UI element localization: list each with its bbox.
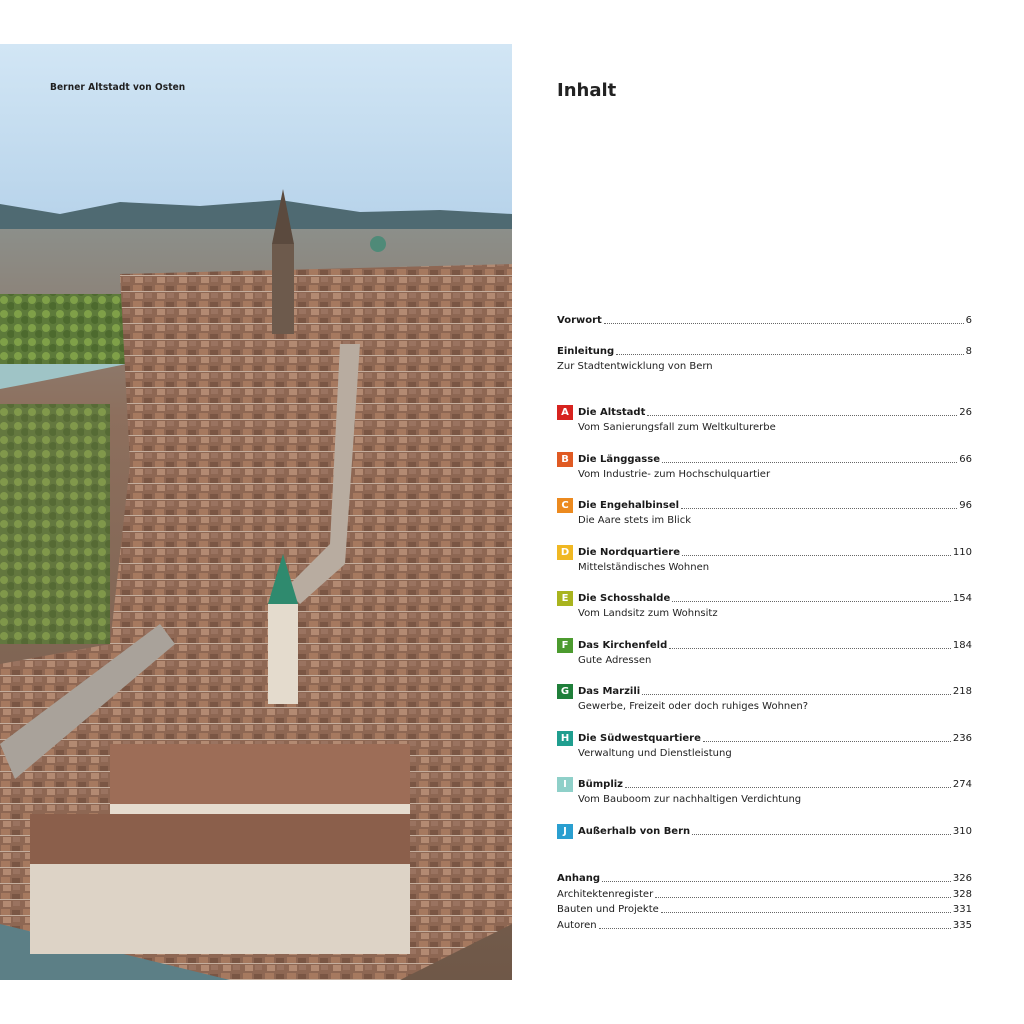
- toc-entry-label: Bauten und Projekte: [557, 904, 659, 915]
- leader-dots: [703, 741, 951, 742]
- chapter-badge: J: [557, 824, 573, 839]
- chapter-j[interactable]: [557, 824, 972, 838]
- chapter-subtitle: Verwaltung und Dienstleistung: [578, 748, 732, 759]
- chapter-title: Die Engehalbinsel: [578, 500, 680, 511]
- toc-entry-label: Architektenregister: [557, 889, 654, 900]
- chapter-badge: I: [557, 777, 573, 792]
- chapter-subtitle: Gewerbe, Freizeit oder doch ruhiges Wohnen?: [578, 701, 809, 712]
- chapter-subtitle: Vom Sanierungsfall zum Weltkulturerbe: [578, 422, 776, 433]
- toc-entry-page: 331: [952, 904, 972, 915]
- chapter-b[interactable]: [557, 452, 972, 481]
- chapter-page: 26: [959, 407, 972, 418]
- chapter-subtitle: Die Aare stets im Blick: [578, 515, 691, 526]
- chapter-badge: B: [557, 452, 573, 467]
- chapter-badge: A: [557, 405, 573, 420]
- leader-dots: [662, 462, 957, 463]
- toc-entry-label: Einleitung: [557, 346, 615, 357]
- chapter-badge: G: [557, 684, 573, 699]
- chapter-page: 274: [952, 779, 972, 790]
- photo-caption: Berner Altstadt von Osten: [50, 82, 186, 93]
- leader-dots: [602, 881, 951, 882]
- chapter-g[interactable]: [557, 684, 972, 713]
- chapter-badge: H: [557, 731, 573, 746]
- chapter-e[interactable]: [557, 591, 972, 620]
- toc-entry-page: 8: [965, 346, 972, 357]
- chapter-subtitle: Gute Adressen: [578, 655, 652, 666]
- leader-dots: [692, 834, 951, 835]
- photo-illustration: [0, 44, 512, 980]
- leader-dots: [681, 508, 957, 509]
- leader-dots: [661, 912, 951, 913]
- toc-entry-label: Vorwort: [557, 315, 602, 326]
- toc-entry-label: Anhang: [557, 873, 601, 884]
- toc-entry-page: 6: [965, 315, 972, 326]
- chapter-page: 154: [952, 593, 972, 604]
- leader-dots: [682, 555, 951, 556]
- chapter-page: 66: [959, 454, 972, 465]
- chapter-subtitle: Vom Bauboom zur nachhaltigen Verdichtung: [578, 794, 802, 805]
- leader-dots: [655, 897, 951, 898]
- toc-entry-page: 335: [952, 920, 972, 931]
- chapter-i[interactable]: [557, 777, 972, 806]
- leader-dots: [625, 787, 951, 788]
- chapter-page: 184: [952, 640, 972, 651]
- leader-dots: [599, 928, 951, 929]
- chapter-badge: E: [557, 591, 573, 606]
- chapter-title: Außerhalb von Bern: [578, 826, 691, 837]
- toc-entry-architektenregister[interactable]: [557, 887, 972, 901]
- chapter-badge: C: [557, 498, 573, 513]
- chapter-a[interactable]: [557, 405, 972, 434]
- chapter-title: Die Länggasse: [578, 454, 660, 465]
- chapter-page: 310: [952, 826, 972, 837]
- chapter-subtitle: Vom Landsitz zum Wohnsitz: [578, 608, 718, 619]
- chapter-page: 96: [959, 500, 972, 511]
- leader-dots: [672, 601, 951, 602]
- leader-dots: [604, 323, 964, 324]
- toc-entry-label: Autoren: [557, 920, 597, 931]
- toc-entry-page: 326: [952, 873, 972, 884]
- chapter-title: Das Kirchenfeld: [578, 640, 668, 651]
- chapter-badge: D: [557, 545, 573, 560]
- chapter-title: Die Altstadt: [578, 407, 646, 418]
- chapter-f[interactable]: [557, 638, 972, 667]
- chapter-h[interactable]: [557, 731, 972, 760]
- chapter-title: Die Schosshalde: [578, 593, 671, 604]
- chapter-page: 236: [952, 733, 972, 744]
- chapter-title: Das Marzili: [578, 686, 641, 697]
- leader-dots: [616, 354, 963, 355]
- chapter-badge: F: [557, 638, 573, 653]
- chapter-title: Die Südwestquartiere: [578, 733, 701, 744]
- toc-entry-einleitung[interactable]: [557, 344, 972, 373]
- toc-entry-autoren[interactable]: [557, 918, 972, 932]
- toc-entry-subtitle: Zur Stadtentwicklung von Bern: [557, 361, 713, 372]
- toc-entry-anhang[interactable]: [557, 871, 972, 885]
- chapter-subtitle: Vom Industrie- zum Hochschulquartier: [578, 469, 771, 480]
- leader-dots: [669, 648, 951, 649]
- chapter-title: Die Nordquartiere: [578, 547, 680, 558]
- toc-entry-bauten-und-projekte[interactable]: [557, 902, 972, 916]
- chapter-subtitle: Mittelständisches Wohnen: [578, 562, 710, 573]
- leader-dots: [642, 694, 951, 695]
- chapter-d[interactable]: [557, 545, 972, 574]
- chapter-title: Bümpliz: [578, 779, 623, 790]
- chapter-c[interactable]: [557, 498, 972, 527]
- leader-dots: [647, 415, 957, 416]
- chapter-page: 218: [952, 686, 972, 697]
- toc-entry-vorwort[interactable]: [557, 313, 972, 327]
- toc-entry-page: 328: [952, 889, 972, 900]
- toc-title: Inhalt: [557, 80, 617, 101]
- chapter-page: 110: [952, 547, 972, 558]
- aerial-photo-bern: [0, 44, 512, 980]
